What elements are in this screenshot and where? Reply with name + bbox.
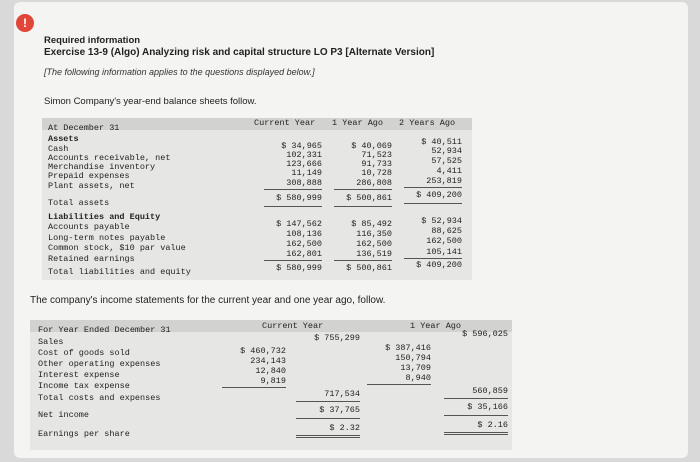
income-statement-table [30,320,512,450]
cell: 717,534 [324,389,360,399]
cell: 12,840 [255,366,286,376]
row-label: Common stock, $10 par value [48,243,186,253]
row-label: Total liabilities and equity [48,267,191,277]
cell: 308,888 [286,178,322,188]
row-label: Retained earnings [48,254,135,264]
cell: 10,728 [361,168,392,178]
rule [444,432,508,433]
row-label: Prepaid expenses [48,171,130,181]
rule [404,258,462,259]
rule [334,189,392,190]
cell: $ 580,999 [276,263,322,273]
cell: $ 409,200 [416,190,462,200]
cell: 91,733 [361,159,392,169]
row-label: Income tax expense [38,381,130,391]
row-label: Accounts receivable, net [48,153,171,163]
row-label: Sales [38,337,64,347]
cell: $ 2.32 [329,423,360,433]
income-intro-text: The company's income statements for the current year and one year ago, follow. [30,295,386,306]
rule [444,398,508,399]
cell: 108,136 [286,229,322,239]
column-header: Current Year [262,321,324,331]
row-label: Total costs and expenses [38,393,161,403]
cell: 52,934 [431,146,462,156]
cell: 560,859 [472,386,508,396]
row-label: Interest expense [38,370,120,380]
rule [296,435,360,436]
intro-text: Simon Company's year-end balance sheets follow. [44,96,257,107]
cell: $ 85,492 [351,219,392,229]
column-header: Current Year [254,118,316,128]
cell: 13,709 [400,363,431,373]
cell: $ 37,765 [319,405,360,415]
cell: $ 596,025 [462,329,508,339]
cell: $ 2.16 [477,420,508,430]
rule [264,189,322,190]
alert-icon: ! [16,14,34,32]
cell: $ 35,166 [467,402,508,412]
rule [222,387,286,388]
cell: 150,794 [395,353,431,363]
cell: $ 387,416 [385,343,431,353]
rule [444,434,508,435]
column-label: At December 31 [48,123,120,133]
row-label: Net income [38,410,90,420]
cell: 11,149 [291,168,322,178]
rule [334,206,392,207]
cell: 123,666 [286,159,322,169]
cell: 253,819 [426,176,462,186]
cell: 162,500 [426,236,462,246]
cell: $ 409,200 [416,260,462,270]
row-label: Total assets [48,198,110,208]
cell: $ 580,999 [276,193,322,203]
section-heading: Required information [44,35,141,46]
row-label: Accounts payable [48,222,130,232]
rule [444,415,508,416]
cell: 162,801 [286,249,322,259]
column-label: For Year Ended December 31 [38,325,171,335]
cell: 71,523 [361,150,392,160]
cell: $ 147,562 [276,219,322,229]
row-label: Plant assets, net [48,181,135,191]
cell: 162,500 [286,239,322,249]
instruction-note: [The following information applies to the questions displayed below.] [44,67,315,77]
cell: $ 755,299 [314,333,360,343]
cell: 8,940 [405,373,431,383]
rule [404,203,462,204]
cell: $ 40,069 [351,141,392,151]
column-header: 1 Year Ago [410,321,462,331]
column-header: 2 Years Ago [399,118,456,128]
cell: $ 34,965 [281,141,322,151]
cell: $ 500,861 [346,193,392,203]
column-header: 1 Year Ago [332,118,384,128]
rule [334,260,392,261]
row-label: Earnings per share [38,429,130,439]
exercise-title: Exercise 13-9 (Algo) Analyzing risk and capital structure LO P3 [Alternate Version] [44,47,435,58]
cell: 4,411 [436,166,462,176]
row-label: Merchandise inventory [48,162,156,172]
cell: 234,143 [250,356,286,366]
cell: 286,808 [356,178,392,188]
rule [296,418,360,419]
rule [296,437,360,438]
row-label: Liabilities and Equity [48,212,161,222]
rule [296,401,360,402]
row-label: Cash [48,144,69,154]
cell: 162,500 [356,239,392,249]
cell: $ 500,861 [346,263,392,273]
cell: 116,350 [356,229,392,239]
row-label: Cost of goods sold [38,348,130,358]
balance-sheet-table [42,118,472,280]
cell: 105,141 [426,247,462,257]
row-label: Other operating expenses [38,359,161,369]
cell: $ 460,732 [240,346,286,356]
cell: 9,819 [260,376,286,386]
cell: $ 52,934 [421,216,462,226]
rule [264,260,322,261]
rule [264,206,322,207]
rule [367,384,431,385]
cell: 136,519 [356,249,392,259]
cell: 57,525 [431,156,462,166]
cell: 88,625 [431,226,462,236]
row-label: Long-term notes payable [48,233,166,243]
cell: 102,331 [286,150,322,160]
row-label: Assets [48,134,79,144]
cell: $ 40,511 [421,137,462,147]
rule [404,187,462,188]
